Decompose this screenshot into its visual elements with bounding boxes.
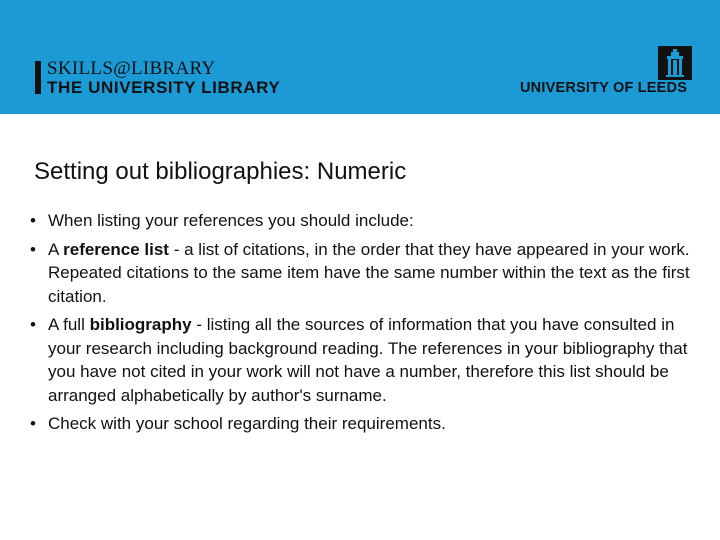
bullet-item: [30, 412, 695, 436]
bullet-item: [30, 313, 695, 407]
bullet-item: [30, 209, 695, 233]
bullet-list: [30, 209, 695, 436]
university-name: UNIVERSITY OF LEEDS: [520, 80, 688, 96]
university-crest-icon: [658, 46, 692, 80]
bullet-text-pre: A: [48, 239, 64, 259]
logo-bar: [35, 61, 41, 94]
bullet-item: [30, 238, 695, 309]
bullet-dot: •: [30, 315, 36, 334]
bullet-text: Check with your school regarding their requirements.: [48, 414, 446, 433]
slide-title: Setting out bibliographies: Numeric: [34, 158, 407, 185]
university-of-leeds-logo: [520, 46, 692, 100]
bullet-text: When listing your references you should include:: [48, 211, 414, 230]
bullet-term: bibliography: [89, 315, 192, 334]
header-banner: [0, 0, 720, 114]
bullet-text-pre: A full: [48, 315, 90, 334]
bullet-text-post: - a list of citations, in the order that they have appeared in your work. Repeated citations to the same item have the same number within the text as the first citation.: [48, 239, 690, 306]
bullet-term: reference list: [63, 239, 169, 259]
logo-skills-text: SKILLS@LIBRARY: [47, 58, 216, 79]
bullet-dot: •: [30, 239, 36, 259]
bullet-text-post: - listing all the sources of information that you have consulted in your research including background reading. The references in your bibliography that you have not cited in your work will not have a number, therefore this list should be arranged alphabetically by author's surname.: [48, 315, 688, 405]
bullet-dot: •: [30, 414, 36, 433]
slide-content: [30, 209, 695, 441]
logo-library-text: THE UNIVERSITY LIBRARY: [47, 78, 281, 97]
bullet-dot: •: [30, 211, 36, 230]
